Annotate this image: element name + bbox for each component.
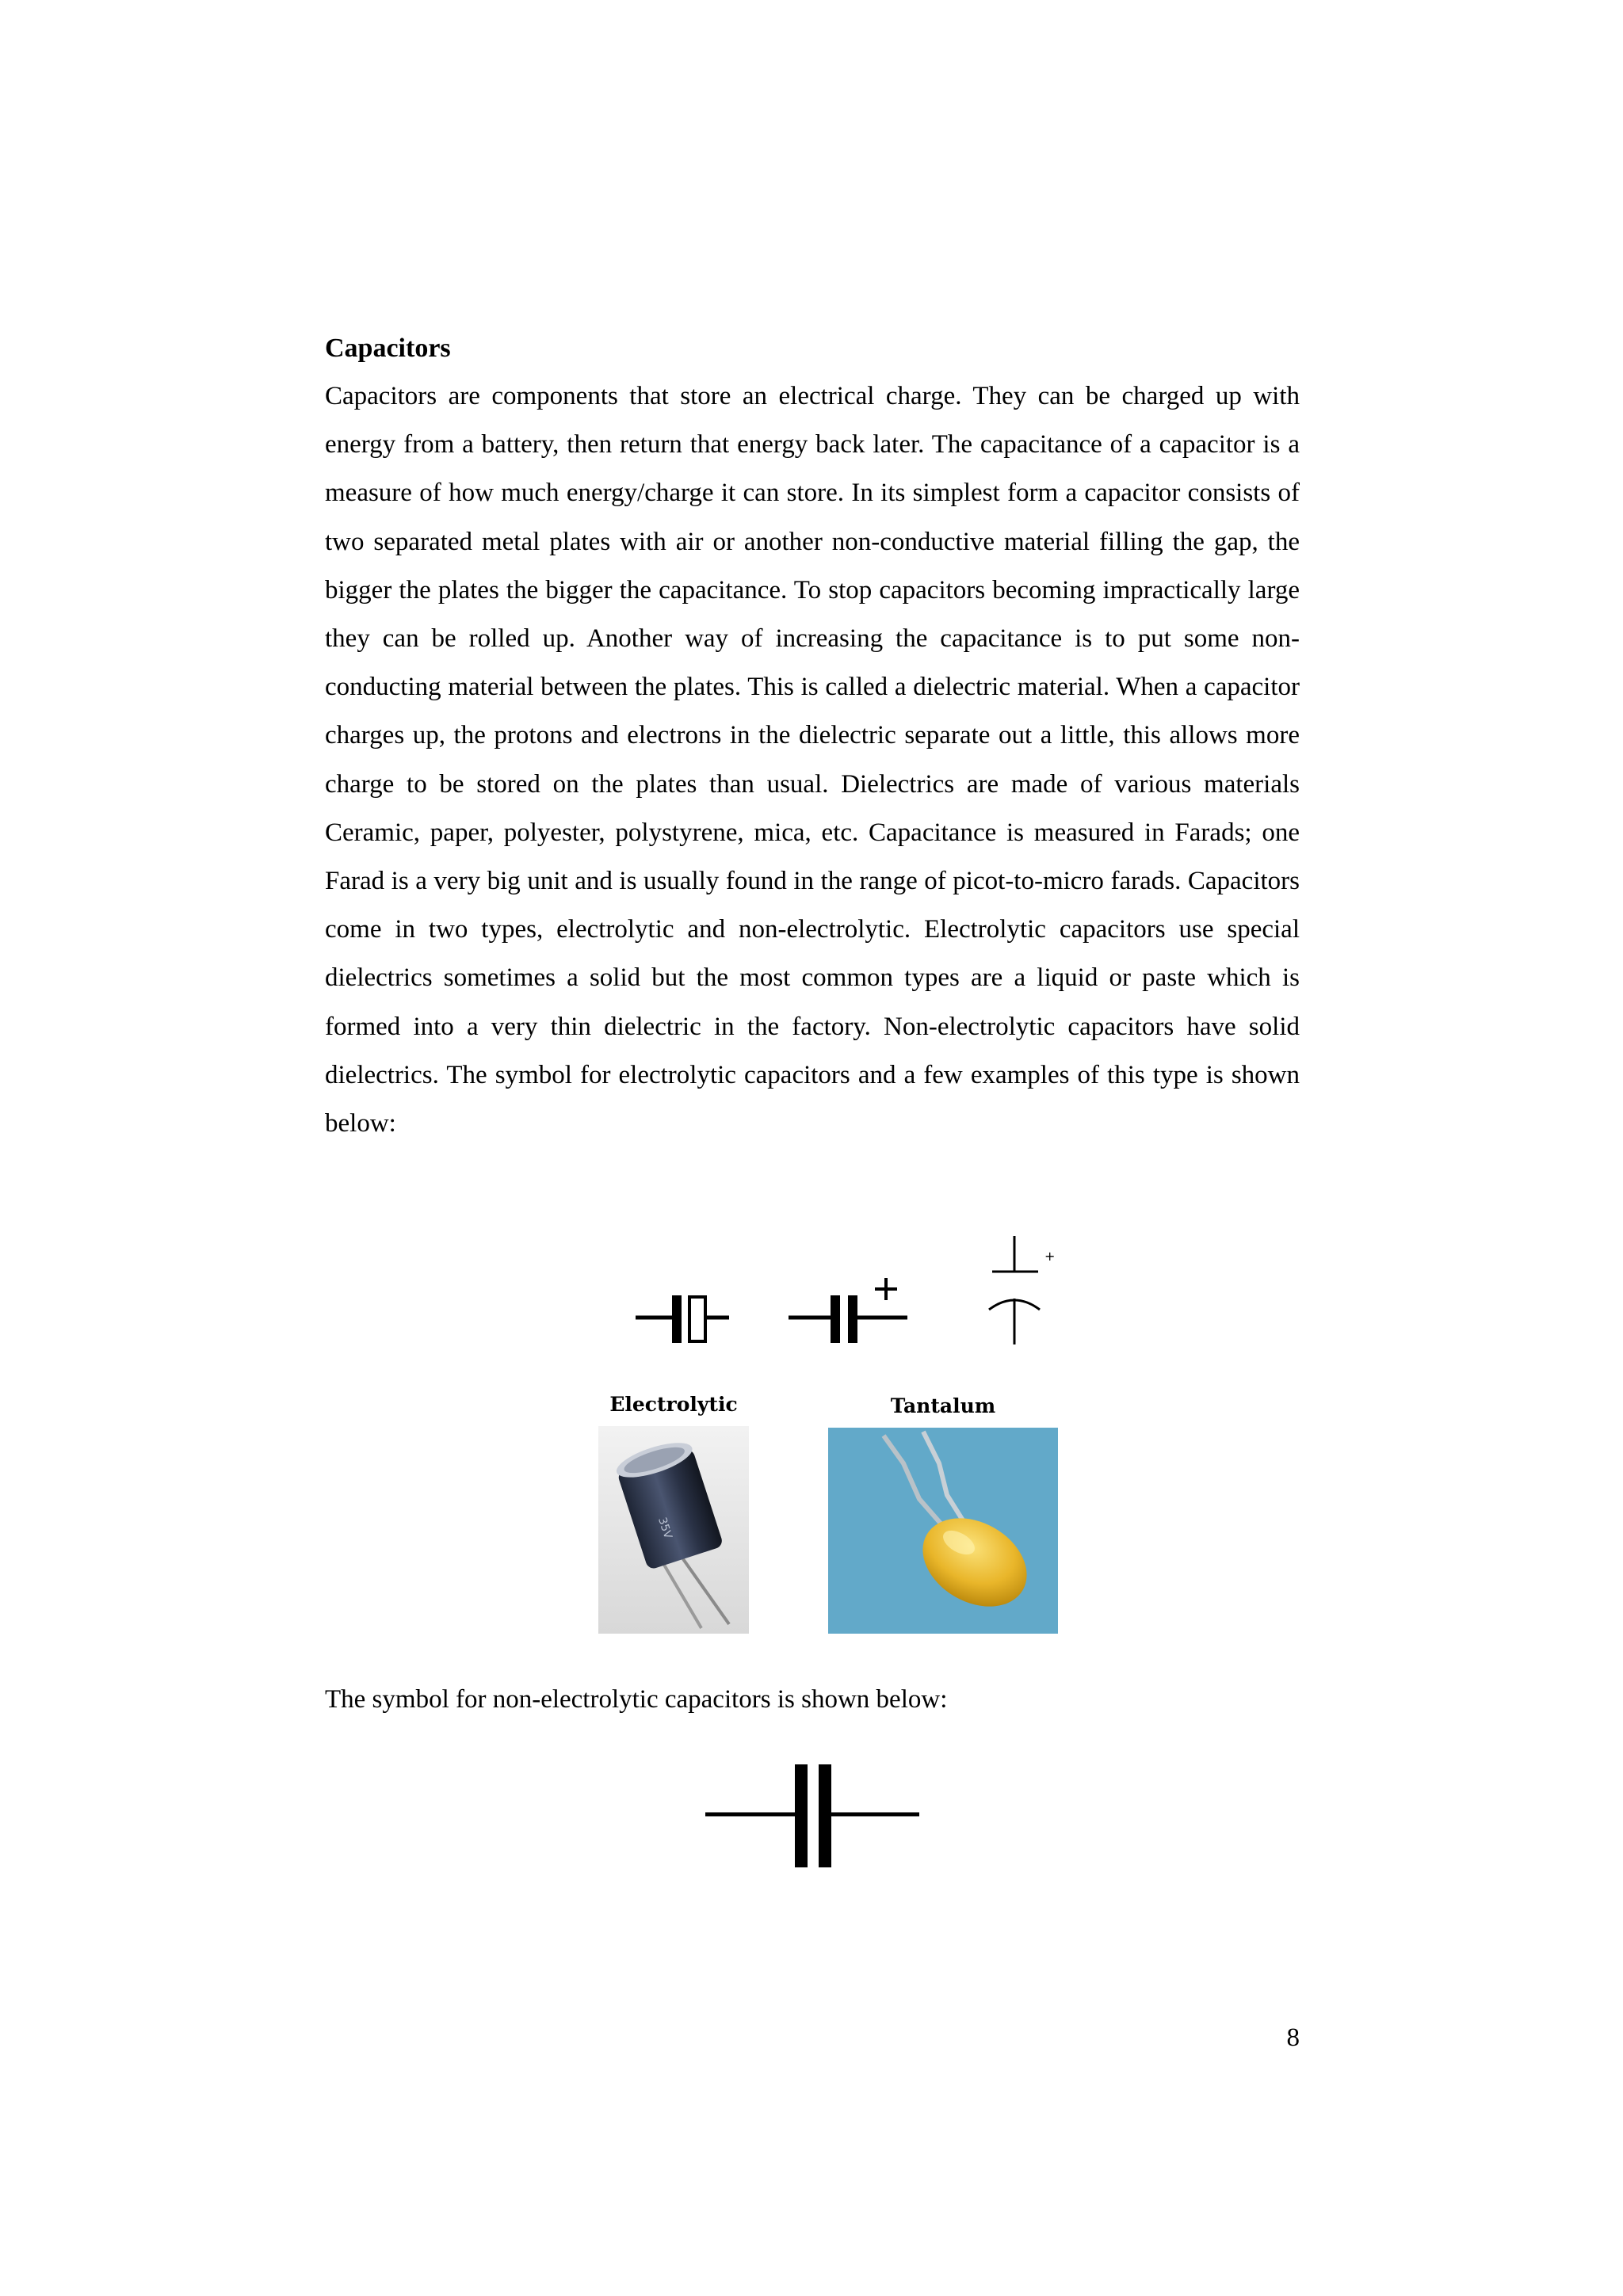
tantalum-label: Tantalum	[890, 1394, 996, 1417]
tantalum-capacitor-photo	[828, 1428, 1058, 1634]
svg-text:35V: 35V	[655, 1516, 674, 1541]
plus-label: +	[1044, 1249, 1056, 1264]
electrolytic-symbol-3	[989, 1236, 1055, 1344]
electrolytic-symbol-2	[789, 1278, 907, 1343]
non-electrolytic-caption: The symbol for non-electrolytic capacitors is shown below:	[325, 1685, 948, 1714]
section-heading: Capacitors	[325, 334, 451, 363]
electrolytic-capacitor-photo	[598, 1426, 749, 1634]
electrolytic-symbols-figure	[626, 1232, 1070, 1359]
electrolytic-label: Electrolytic	[609, 1393, 738, 1416]
non-electrolytic-symbol	[701, 1763, 923, 1870]
page-number: 8	[1286, 2023, 1300, 2052]
electrolytic-symbol-1	[636, 1295, 729, 1343]
body-paragraph: Capacitors are components that store an electrical charge. They can be charged up with energy from a battery, then return that energy back later. The capacitance of a capacitor is a measure of how much energy/charge it can store. In its simplest form a capacitor consists of two separated metal plates with air or another non-conductive material filling the gap, the bigger the plates the bigger the capacitance. To stop capacitors becoming impractically large they can be rolled up. Another way of increasing the capacitance is to put some non-conducting material between the plates. This is called a dielectric material. When a capacitor charges up, the protons and electrons in the dielectric separate out a little, this allows more charge to be stored on the plates than usual. Dielectrics are made of various materials Ceramic, paper, polyester, polystyrene, mica, etc. Capacitance is measured in Farads; one Farad is a very big unit and is usually found in the range of picot-to-micro farads. Capacitors come in two types, electrolytic and non-electrolytic. Electrolytic capacitors use special dielectrics sometimes a solid but the most common types are a liquid or paste which is formed into a very thin dielectric in the factory. Non-electrolytic capacitors have solid dielectrics. The symbol for electrolytic capacitors and a few examples of this type is shown below:	[325, 382, 1300, 1138]
